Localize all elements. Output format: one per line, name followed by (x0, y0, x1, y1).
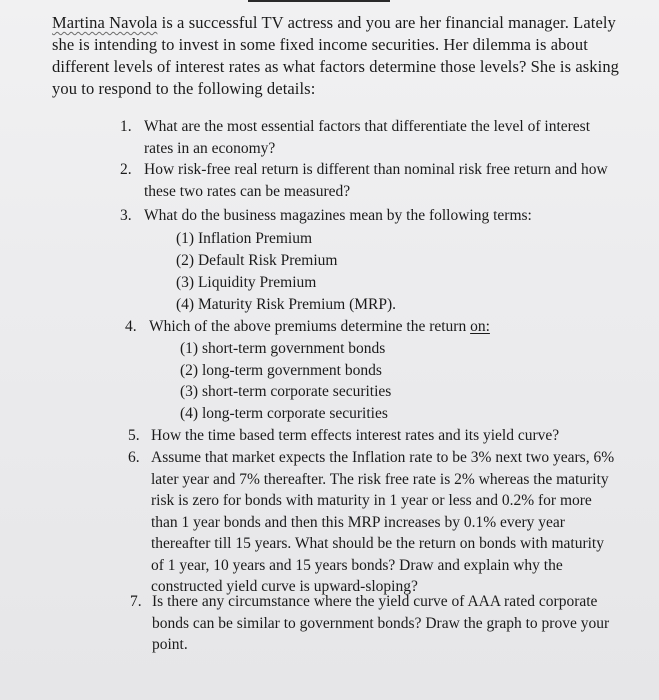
question-4-underlined: on: (470, 318, 490, 335)
term-item: (4) Maturity Risk Premium (MRP). (176, 296, 397, 313)
question-5-number: 5. (128, 427, 140, 444)
intro-name: Martina Navola (52, 13, 158, 32)
question-6 (128, 447, 620, 598)
question-2 (120, 159, 620, 202)
question-3 (120, 205, 620, 227)
question-1-number: 1. (120, 118, 132, 135)
question-6-number: 6. (128, 449, 140, 466)
question-2-number: 2. (120, 161, 132, 178)
question-7-number: 7. (130, 593, 142, 610)
question-5-text: How the time based term effects interest rates and its yield curve? (151, 427, 560, 444)
term-item: (1) Inflation Premium (176, 230, 313, 247)
question-5 (128, 425, 628, 447)
question-1 (120, 116, 620, 159)
security-item: (2) long-term government bonds (180, 362, 382, 379)
security-item: (3) short-term corporate securities (180, 383, 392, 400)
question-6-text: Assume that market expects the Inflation rate to be 3% next two years, 6% later year and 7% thereafter. The risk free rate is 2% whereas the maturity risk is zero for bonds with maturity in 1 year or less and 0.2% for more than 1 year bonds and then this MRP increases by 0.1% every year thereafter till 15 years. What should be the return on bonds with maturity of 1 year, 10 years and 15 years bonds? Draw and explain why the constructed yield curve is upward-sloping? (151, 449, 615, 595)
term-item: (2) Default Risk Premium (176, 252, 338, 269)
question-7-text: Is there any circumstance where the yield curve of AAA rated corporate bonds can be similar to government bonds? Draw the graph to prove your point. (152, 593, 610, 653)
question-4 (125, 316, 625, 338)
question-3-text: What do the business magazines mean by the following terms: (144, 207, 532, 224)
intro-text: is a successful TV actress and you are her financial manager. Lately she is intending to invest in some fixed income securities. Her dilemma is about different levels of interest rates as what factors determine those levels? She is asking you to respond to the following details: (52, 13, 620, 98)
term-item: (3) Liquidity Premium (176, 274, 317, 291)
question-4-text-wrap (125, 316, 625, 338)
top-rule-divider (248, 0, 390, 2)
question-3-number: 3. (120, 207, 132, 224)
intro-paragraph (52, 12, 624, 100)
security-item: (4) long-term corporate securities (180, 405, 388, 422)
question-2-text: How risk-free real return is different than nominal risk free return and how these two rates can be measured? (144, 161, 608, 200)
question-4-number: 4. (125, 318, 137, 335)
question-7 (130, 591, 620, 656)
question-1-text: What are the most essential factors that differentiate the level of interest rates in an economy? (144, 118, 591, 157)
question-4-text: Which of the above premiums determine the return (149, 318, 471, 335)
security-item: (1) short-term government bonds (180, 340, 386, 357)
